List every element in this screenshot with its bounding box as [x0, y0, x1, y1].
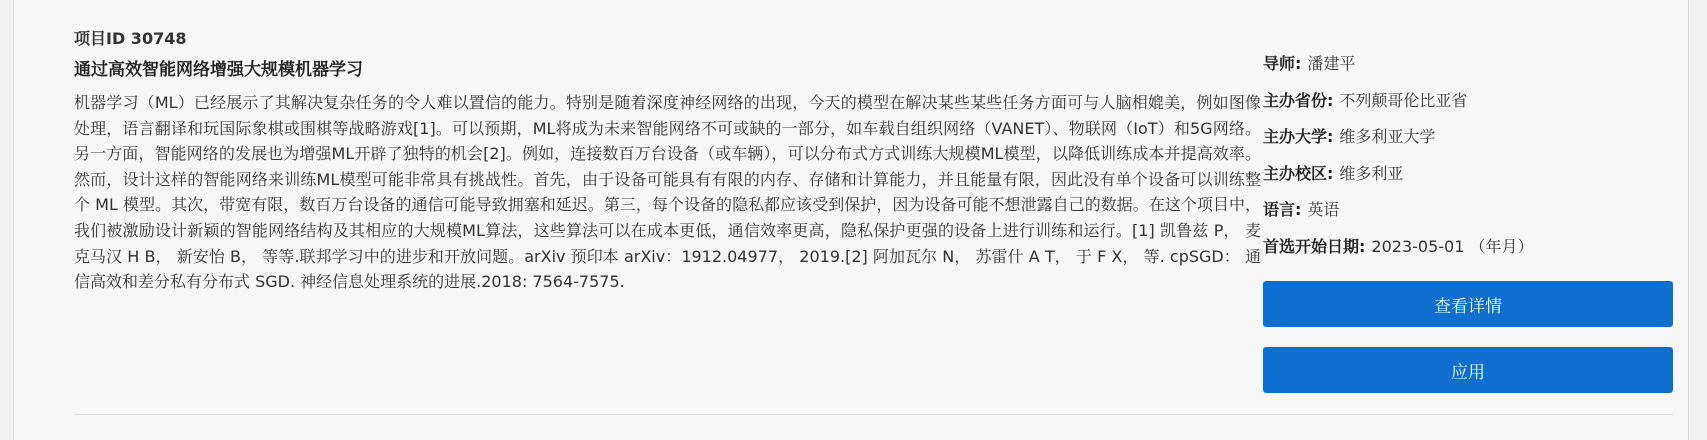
divider [74, 414, 1673, 415]
meta-supervisor-label: 导师: [1263, 54, 1302, 73]
apply-button[interactable]: 应用 [1263, 347, 1673, 393]
meta-campus-value: 维多利亚 [1339, 163, 1404, 183]
meta-start-date-label: 首选开始日期: [1263, 236, 1366, 256]
project-card [13, 0, 1689, 440]
view-details-button[interactable]: 查看详情 [1263, 281, 1673, 327]
meta-start-date-value: 2023-05-01 （年月） [1371, 236, 1534, 256]
project-meta [1263, 52, 1683, 272]
project-description: 机器学习（ML）已经展示了其解决复杂任务的令人难以置信的能力。特别是随着深度神经网络的出现，今天的模型在解决某些某些任务方面可与人脑相媲美，例如图像处理，语言翻译和玩国际象棋或围棋等战略游戏[1]。可以预期，ML将成为未来智能网络不可或缺的一部分，如车载自组织网络（VANET）、物联网（IoT）和5G网络。另一方面，智能网络的发展也为增强ML开辟了独特的机会[2]。例如，连接数百万台设备（或车辆），可以分布式方式训练大规模ML模型，以降低训练成本并提高效率。然而，设计这样的智能网络来训练ML模型可能非常具有挑战性。首先，由于设备可能具有有限的内存、存储和计算能力，并且能量有限，因此没有单个设备可以训练整个 ML 模型。其次，带宽有限，数百万台设备的通信可能导致拥塞和延迟。第三，每个设备的隐私都应该受到保护，因为设备可能不想泄露自己的数据。在这个项目中，我们被激励设计新颖的智能网络结构及其相应的大规模ML算法，这些算法可以在成本更低，通信效率更高，隐私保护更强的设备上进行训练和运行。[1] 凯鲁兹 P， 麦克马汉 H B， 新安怡 B， 等等.联邦学习中的进步和开放问题。arXiv 预印本 arXiv：1912.04977， 2019.[2] 阿加瓦尔 N， 苏雷什 A T， 于 F X， 等. cpSGD： 通信高效和差分私有分布式 SGD. 神经信息处理系统的进展.2018: 7564-7575. [74, 93, 1261, 292]
meta-province [1263, 89, 1683, 126]
project-title: 通过高效智能网络增强大规模机器学习 [74, 60, 363, 80]
meta-university-label: 主办大学: [1263, 127, 1334, 147]
meta-language-label: 语言: [1263, 200, 1302, 220]
meta-campus-label: 主办校区: [1263, 163, 1334, 183]
project-id: 项目ID 30748 [74, 29, 187, 48]
meta-language-value: 英语 [1307, 200, 1340, 220]
meta-campus [1263, 162, 1683, 199]
meta-province-label: 主办省份: [1263, 90, 1334, 110]
meta-supervisor-value: 潘建平 [1307, 54, 1356, 73]
meta-university [1263, 125, 1683, 162]
meta-university-value: 维多利亚大学 [1339, 127, 1436, 147]
meta-start-date [1263, 235, 1683, 272]
meta-supervisor [1263, 52, 1683, 89]
meta-language [1263, 198, 1683, 235]
meta-province-value: 不列颠哥伦比亚省 [1339, 90, 1468, 110]
